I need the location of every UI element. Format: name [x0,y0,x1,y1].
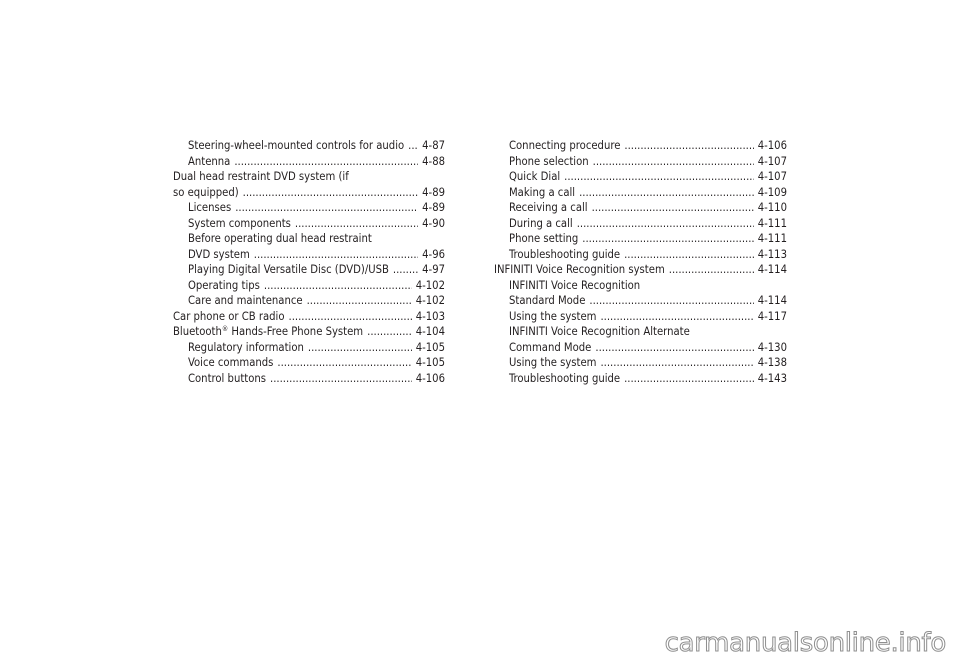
toc-entry[interactable] [494,169,787,185]
toc-entry-line [509,371,787,387]
toc-entry-page: 4-89 [422,185,445,199]
toc-entry-title-text: Using the system [509,356,597,369]
dot-leader [669,262,754,278]
toc-entry[interactable] [494,185,787,201]
toc-entry-title-text: Command Mode [509,340,592,354]
toc-entry-title-text: Care and maintenance [188,294,303,307]
toc-entry-line [188,262,445,278]
dot-leader [593,154,754,170]
dot-leader [595,340,753,356]
toc-entry-page: 4-102 [415,278,445,292]
toc-entry-title-text: Antenna [188,154,231,168]
toc-entry-page: 4-114 [757,294,787,307]
toc-entry-line [509,247,787,263]
toc-entry-title [173,324,363,340]
toc-entry-line [173,324,445,340]
toc-entry-title [188,247,250,263]
dot-leader [600,309,753,325]
toc-entry-page: 4-107 [757,170,787,183]
toc-entry-title [509,216,573,232]
toc-entry-title [509,231,578,247]
toc-entry-line [173,309,445,325]
toc-entry-line [509,138,787,154]
toc-entry-title [509,200,588,216]
toc-entry-line [188,355,445,371]
toc-entry-page: 4-109 [757,185,787,199]
dot-leader [270,371,412,387]
toc-entry-title-text: Control buttons [188,371,266,385]
dot-leader [582,231,753,247]
toc-entry-page: 4-113 [757,247,787,261]
toc-entry-title-line: Dual head restraint DVD system (if [173,170,349,183]
toc-entry-line [188,371,445,387]
toc-entry-line [509,200,787,216]
toc-entry-title-text: Troubleshooting guide [509,247,621,261]
toc-entry-title-text: Car phone or CB radio [173,309,285,323]
toc-entry-title-text: Making a call [509,185,576,199]
toc-entry-line [509,355,787,371]
toc-entry[interactable] [494,216,787,232]
dot-leader [592,200,754,216]
toc-entry-title [509,247,620,263]
toc-entry[interactable] [494,231,787,247]
toc-entry[interactable] [173,293,445,309]
toc-entry[interactable] [494,371,787,387]
toc-entry-title-text: so equipped) [173,185,239,199]
toc-entry-title [188,154,230,170]
toc-entry-title-text: Standard Mode [509,294,586,307]
toc-column-left [173,138,445,386]
toc-entry[interactable] [173,371,445,387]
toc-entry-page: 4-103 [415,309,445,323]
toc-entry-title-text: INFINITI Voice Recognition system [494,263,665,276]
toc-entry-line [509,309,787,325]
toc-entry-line [188,138,445,154]
registered-mark: ® [221,325,229,333]
dot-leader [624,371,754,387]
dot-leader [624,138,753,154]
toc-entry-page: 4-89 [422,201,445,214]
toc-entry-title [188,371,266,387]
toc-entry-title-line: Before operating dual head restraint [188,232,372,245]
toc-entry[interactable] [494,154,787,170]
toc-entry-title-text: Playing Digital Versatile Disc (DVD)/USB [188,263,389,276]
toc-entry-line [188,200,445,216]
toc-entry-title-text: Troubleshooting guide [509,371,621,385]
toc-entry[interactable] [494,247,787,263]
toc-entry[interactable] [173,200,445,216]
toc-entry[interactable] [173,216,445,232]
toc-entry-line [509,340,787,356]
dot-leader [289,309,412,325]
toc-entry-title-text: Hands-Free Phone System [228,325,364,338]
toc-entry-page: 4-90 [422,216,445,230]
toc-entry[interactable] [494,355,787,371]
toc-entry-title [188,262,389,278]
toc-entry-title [188,216,291,232]
toc-entry-line [509,169,787,185]
toc-entry[interactable] [173,169,445,200]
toc-entry[interactable] [494,278,787,309]
toc-entry-title-text: Regulatory information [188,340,304,354]
dot-leader [295,216,418,232]
toc-entry[interactable] [494,309,787,325]
toc-entry-title [188,200,231,216]
dot-leader [235,200,418,216]
toc-entry-title [509,138,620,154]
toc-column-right [494,138,787,386]
toc-entry-page: 4-106 [415,371,445,385]
toc-entry-page: 4-110 [757,201,787,214]
toc-entry-title [173,309,285,325]
toc-entry-title-text: Phone setting [509,232,579,245]
toc-entry[interactable] [173,324,445,340]
toc-entry-title [188,355,273,371]
toc-entry-page: 4-105 [415,356,445,369]
toc-entry-title [509,169,560,185]
toc-entry-title-line: INFINITI Voice Recognition Alternate [509,325,690,338]
dot-leader [577,216,754,232]
toc-entry-title-text: Bluetooth [173,325,222,338]
dot-leader [564,169,754,185]
toc-entry-title [509,309,596,325]
toc-entry[interactable] [173,231,445,262]
toc-entry[interactable] [173,278,445,294]
dot-leader [254,247,418,263]
dot-leader [589,293,753,309]
toc-entry-line [188,278,445,294]
dot-leader [243,185,419,201]
dot-leader [393,262,418,278]
toc-entry[interactable] [173,340,445,356]
toc-entry-page: 4-106 [757,139,787,152]
dot-leader [308,340,412,356]
toc-entry-line [509,231,787,247]
toc-entry-page: 4-96 [422,247,445,261]
toc-entry-title [509,154,589,170]
toc-entry-page: 4-111 [757,216,787,230]
toc-entry[interactable] [494,324,787,355]
dot-leader [624,247,754,263]
toc-entry-page: 4-114 [757,263,787,276]
toc-entry-title-text: System components [188,216,291,230]
toc-entry-title-text: Licenses [188,201,232,214]
toc-entry-title [494,262,665,278]
watermark: carmanualsonline.info [664,628,946,658]
toc-entry-line [509,293,787,309]
toc-entry-title-text: Connecting procedure [509,139,621,152]
toc-entry-title [173,185,239,201]
toc-entry-title-text: Using the system [509,309,597,323]
toc-entry-title [509,340,591,356]
toc-entry-page: 4-102 [415,294,445,307]
toc-entry-title-text: Quick Dial [509,170,561,183]
toc-entry-page: 4-117 [757,309,787,323]
dot-leader [307,293,412,309]
toc-entry-page: 4-107 [757,154,787,168]
toc-entry-page: 4-104 [415,325,445,338]
toc-entry[interactable] [494,138,787,154]
toc-entry-line [188,340,445,356]
toc-entry-page: 4-87 [422,139,445,152]
toc-entry-title-text: Operating tips [188,278,260,292]
toc-entry[interactable] [173,138,445,154]
toc-entry-title-text: During a call [509,216,573,230]
toc-entry-line [188,247,445,263]
toc-entry-page: 4-111 [757,232,787,245]
toc-entry-title [188,340,304,356]
toc-entry-title [509,355,596,371]
toc-entry-line [509,216,787,232]
toc-entry-title-text: Steering-wheel-mounted controls for audio [188,139,405,152]
toc-entry-page: 4-105 [415,340,445,354]
toc-entry-line [494,262,787,278]
toc-entry-line [188,216,445,232]
toc-entry-line [188,154,445,170]
dot-leader [408,138,418,154]
dot-leader [367,324,412,340]
toc-entry[interactable] [173,262,445,278]
toc-entry-title [509,185,575,201]
toc-entry-title-line: INFINITI Voice Recognition [509,278,641,292]
toc-entry[interactable] [173,355,445,371]
toc-entry[interactable] [494,200,787,216]
toc-entry-page: 4-138 [757,356,787,369]
toc-entry-title [509,371,620,387]
dot-leader [600,355,753,371]
toc-entry[interactable] [173,154,445,170]
toc-entry-title-text: Voice commands [188,356,274,369]
toc-entry[interactable] [173,309,445,325]
toc-entry-title-text: Phone selection [509,154,589,168]
toc-entry-title [188,278,260,294]
toc-entry-line [173,185,445,201]
toc-entry-line [188,293,445,309]
toc-entry[interactable] [494,262,787,278]
toc-entry-line [509,154,787,170]
toc-entry-title-text: DVD system [188,247,250,261]
dot-leader [277,355,411,371]
dot-leader [234,154,418,170]
toc-entry-title [188,293,303,309]
dot-leader [264,278,412,294]
toc-entry-title [509,293,585,309]
toc-entry-title-text: Receiving a call [509,201,588,214]
toc-entry-page: 4-97 [422,263,445,276]
toc-entry-title [188,138,404,154]
dot-leader [579,185,754,201]
toc-entry-page: 4-143 [757,371,787,385]
toc-entry-line [509,185,787,201]
toc-entry-page: 4-88 [422,154,445,168]
toc-entry-page: 4-130 [757,340,787,354]
